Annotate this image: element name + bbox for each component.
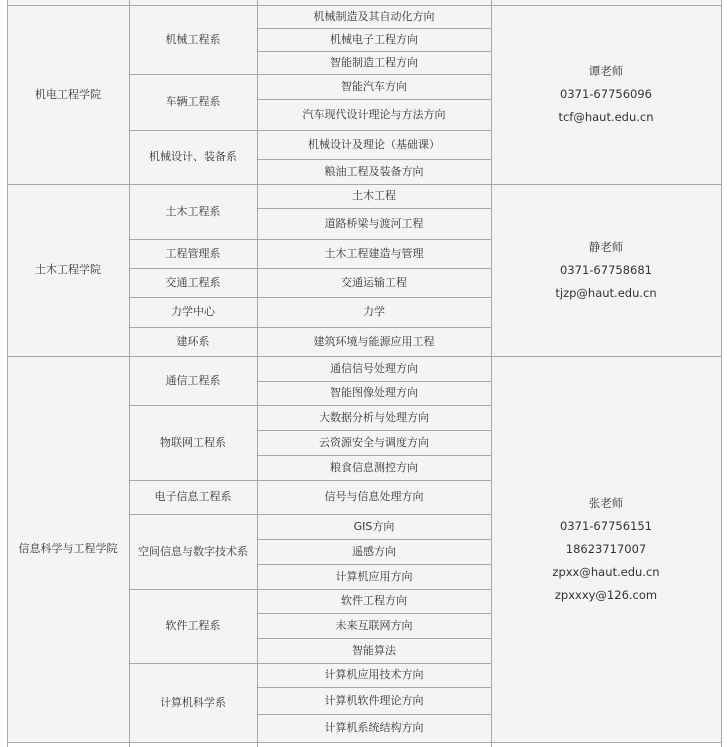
major-cell: 计算机软件理论方向: [257, 687, 491, 714]
contact-cell: [491, 184, 721, 356]
grid-line: [257, 268, 492, 269]
grid-line: [129, 0, 130, 747]
grid-line: [491, 184, 722, 185]
major-cell: 机械设计及理论（基础课）: [257, 130, 491, 159]
grid-line: [257, 74, 492, 75]
college-cell: 土木工程学院: [7, 184, 129, 356]
grid-line: [257, 663, 492, 664]
college-cell: 机电工程学院: [7, 5, 129, 184]
grid-line: [257, 589, 492, 590]
major-cell: 土木工程: [257, 184, 491, 208]
grid-line: [257, 480, 492, 481]
department-cell: 力学中心: [129, 297, 257, 327]
grid-line: [129, 327, 258, 328]
department-cell: 物联网工程系: [129, 405, 257, 480]
grid-line: [257, 405, 492, 406]
grid-line: [257, 430, 492, 431]
major-cell: 汽车现代设计理论与方法方向: [257, 99, 491, 130]
contact-person: 张老师: [588, 495, 624, 510]
major-cell: 机械电子工程方向: [257, 28, 491, 51]
contact-detail: tjzp@haut.edu.cn: [555, 285, 657, 300]
grid-line: [129, 74, 258, 75]
grid-line: [721, 0, 722, 747]
contact-detail: zpxx@haut.edu.cn: [552, 564, 660, 579]
cutoff-cell: [491, 0, 721, 5]
department-cell: 电子信息工程系: [129, 480, 257, 514]
grid-line: [257, 613, 492, 614]
major-cell: 智能算法: [257, 638, 491, 663]
contact-cell: [491, 356, 721, 742]
major-cell: 计算机应用方向: [257, 564, 491, 589]
cutoff-cell: [7, 0, 129, 5]
department-cell: 车辆工程系: [129, 74, 257, 130]
major-cell: 遥感方向: [257, 539, 491, 564]
department-cell: 通信工程系: [129, 356, 257, 405]
grid-line: [257, 687, 492, 688]
grid-line: [257, 714, 492, 715]
department-cell: 交通工程系: [129, 268, 257, 297]
department-cell: 机械设计、装备系: [129, 130, 257, 184]
grid-line: [129, 514, 258, 515]
major-cell: 软件工程方向: [257, 589, 491, 613]
contact-cell: [491, 5, 721, 184]
grid-line: [257, 28, 492, 29]
grid-line: [257, 539, 492, 540]
major-cell: 未来互联网方向: [257, 613, 491, 638]
major-cell: 智能制造工程方向: [257, 51, 491, 74]
grid-line: [257, 159, 492, 160]
major-cell: 机械制造及其自动化方向: [257, 5, 491, 28]
major-cell: 交通运输工程: [257, 268, 491, 297]
grid-line: [257, 51, 492, 52]
major-cell: GIS方向: [257, 514, 491, 539]
grid-line: [491, 0, 492, 747]
grid-line: [257, 638, 492, 639]
contact-person: 谭老师: [588, 64, 624, 78]
grid-line: [7, 0, 8, 747]
contact-detail: tcf@haut.edu.cn: [558, 110, 654, 124]
college-cell: 信息科学与工程学院: [7, 356, 129, 742]
grid-line: [257, 297, 492, 298]
grid-line: [257, 381, 492, 382]
department-cell: 建环系: [129, 327, 257, 356]
grid-line: [129, 239, 258, 240]
grid-line: [491, 356, 722, 357]
major-cell: 粮食信息测控方向: [257, 455, 491, 480]
contact-person: 静老师: [588, 239, 624, 254]
grid-line: [257, 455, 492, 456]
cutoff-cell: [129, 0, 257, 5]
grid-line: [129, 405, 258, 406]
grid-line: [129, 130, 258, 131]
major-cell: 建筑环境与能源应用工程: [257, 327, 491, 356]
grid-line: [7, 742, 722, 743]
grid-line: [257, 564, 492, 565]
cutoff-cell: [257, 0, 491, 5]
contact-detail: 0371-67758681: [560, 262, 652, 277]
grid-line: [129, 663, 258, 664]
grid-line: [257, 99, 492, 100]
major-cell: 力学: [257, 297, 491, 327]
major-cell: 粮油工程及装备方向: [257, 159, 491, 184]
department-cell: 软件工程系: [129, 589, 257, 663]
department-cell: 空间信息与数字技术系: [129, 514, 257, 589]
grid-line: [257, 514, 492, 515]
contact-detail: 0371-67756096: [560, 87, 652, 101]
department-cell: 工程管理系: [129, 239, 257, 268]
department-cell: 机械工程系: [129, 5, 257, 74]
major-cell: 土木工程建造与管理: [257, 239, 491, 268]
major-cell: 智能图像处理方向: [257, 381, 491, 405]
grid-line: [257, 208, 492, 209]
major-cell: 大数据分析与处理方向: [257, 405, 491, 430]
major-cell: 信号与信息处理方向: [257, 480, 491, 514]
grid-line: [129, 589, 258, 590]
grid-line: [491, 5, 722, 6]
grid-line: [257, 327, 492, 328]
department-cell: 土木工程系: [129, 184, 257, 239]
major-cell: 智能汽车方向: [257, 74, 491, 99]
major-cell: 道路桥梁与渡河工程: [257, 208, 491, 239]
major-cell: 云资源安全与调度方向: [257, 430, 491, 455]
grid-line: [129, 268, 258, 269]
major-cell: 计算机应用技术方向: [257, 663, 491, 687]
grid-line: [257, 239, 492, 240]
contact-detail: zpxxxy@126.com: [554, 587, 658, 602]
grid-line: [129, 480, 258, 481]
grid-line: [257, 130, 492, 131]
major-cell: 通信信号处理方向: [257, 356, 491, 381]
contact-detail: 0371-67756151: [560, 518, 652, 533]
contact-detail: 18623717007: [565, 541, 647, 556]
major-cell: 计算机系统结构方向: [257, 714, 491, 742]
department-cell: 计算机科学系: [129, 663, 257, 742]
grid-line: [257, 0, 258, 747]
grid-line: [129, 297, 258, 298]
